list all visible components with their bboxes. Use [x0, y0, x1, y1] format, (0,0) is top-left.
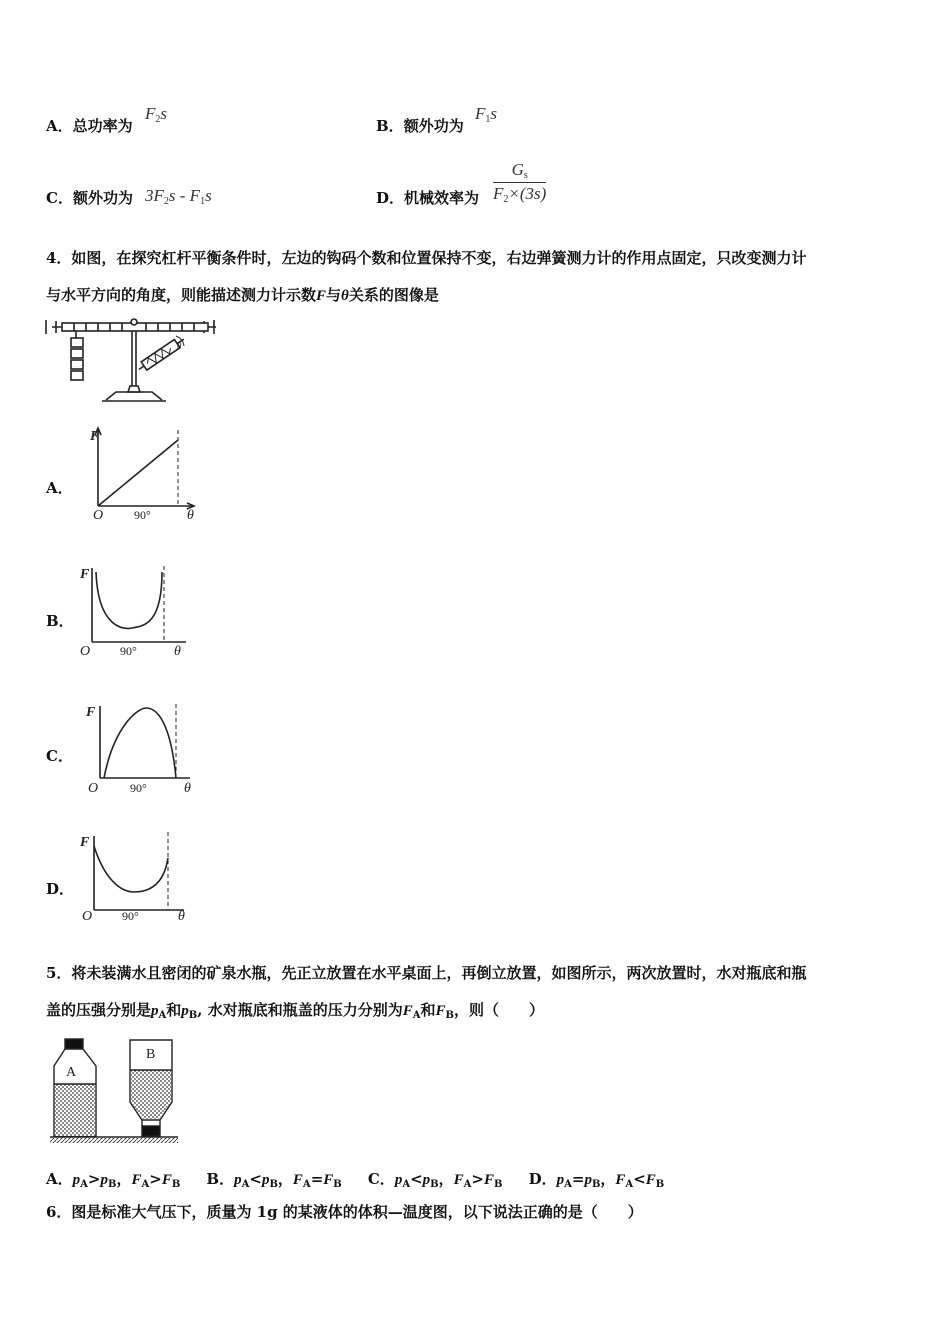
q3-option-a-text: 总功率为: [72, 117, 133, 135]
q4-graph-a-y: F: [90, 429, 100, 444]
q4-graph-a: [84, 422, 204, 524]
q4-graph-a-tick: 90°: [134, 508, 151, 522]
q3-option-d-text: 机械效率为: [404, 189, 480, 207]
q4-graph-c-origin: O: [88, 781, 99, 796]
q4-graph-d-origin: O: [82, 909, 93, 924]
bottles-figure: [48, 1036, 180, 1146]
q4-graph-d: [74, 828, 198, 928]
q3-option-b: [376, 115, 464, 136]
q4-graph-a-x: θ: [187, 508, 194, 523]
q3-option-c: [46, 187, 133, 208]
q3-option-b-text: 额外功为: [403, 117, 464, 135]
q5-stem-line2: 盖的压强分别是$p_A$和$p_B$, 水对瓶底和瓶盖的压力分别为$F_A$和$F_B$，则（ ）: [46, 1001, 544, 1021]
q3-option-c-expr: $3F_2s - F_1s$: [145, 186, 212, 207]
lever-figure: [44, 316, 224, 408]
bottle-a-label: A: [66, 1065, 77, 1080]
q4-graph-d-y: F: [80, 835, 90, 850]
q4-stem-line1: 4．如图，在探究杠杆平衡条件时，左边的钩码个数和位置保持不变，右边弹簧测力计的作用点固定，只改变测力计: [46, 249, 807, 267]
q3-option-d-fraction: $\frac{G_s}{F_2\times(3s)}$: [493, 160, 547, 205]
q4-graph-a-origin: O: [93, 508, 104, 523]
q4-graph-b-x: θ: [174, 644, 181, 659]
q4-option-d-label: D．: [46, 880, 75, 898]
q5-choice-b: B．$p_A<p_B$，$F_A=F_B$: [206, 1170, 342, 1190]
q4-option-a-label: A．: [46, 479, 73, 497]
q5-choice-a: A．$p_A>p_B$，$F_A>F_B$: [46, 1170, 181, 1190]
q4-graph-b: [74, 558, 194, 660]
q4-graph-d-tick: 90°: [122, 909, 139, 923]
q3-option-d-label: D．: [376, 189, 405, 207]
q5-choice-c: C．$p_A<p_B$，$F_A>F_B$: [367, 1170, 503, 1190]
q4-graph-c-x: θ: [184, 781, 191, 796]
q4-graph-c: [80, 696, 204, 798]
q4-graph-b-origin: O: [80, 644, 91, 659]
q4-stem-line2: 与水平方向的角度，则能描述测力计示数F与θ关系的图像是: [46, 286, 439, 304]
q5-stem-line1: 5．将未装满水且密闭的矿泉水瓶，先正立放置在水平桌面上，再倒立放置，如图所示，两次放置时，水对瓶底和瓶: [46, 964, 807, 982]
bottle-b-label: B: [146, 1047, 156, 1062]
q4-option-c-label: C．: [46, 747, 73, 765]
q4-graph-b-y: F: [80, 567, 90, 582]
q3-option-a-label: A．: [46, 117, 73, 135]
q5-choices: [46, 1168, 664, 1190]
q5-choice-d: D．$p_A=p_B$，$F_A<F_B$: [528, 1170, 665, 1190]
svg-text:θ: θ: [177, 341, 182, 351]
q3-option-b-expr: $F_1s$: [475, 104, 498, 125]
q3-option-b-label: B．: [376, 117, 404, 135]
q4-graph-c-y: F: [86, 705, 96, 720]
q6-stem: 6．图是标准大气压下，质量为 1g 的某液体的体积—温度图，以下说法正确的是（ ）: [46, 1203, 643, 1221]
q4-graph-d-x: θ: [178, 909, 185, 924]
q3-option-c-text: 额外功为: [72, 189, 133, 207]
q3-option-a: [46, 115, 133, 136]
q4-graph-c-tick: 90°: [130, 781, 147, 795]
q3-option-c-label: C．: [46, 189, 73, 207]
q4-graph-b-tick: 90°: [120, 644, 137, 658]
q4-option-b-label: B．: [46, 612, 74, 630]
q3-option-a-expr: $F_2s$: [145, 104, 168, 125]
q3-option-d: [376, 187, 479, 208]
